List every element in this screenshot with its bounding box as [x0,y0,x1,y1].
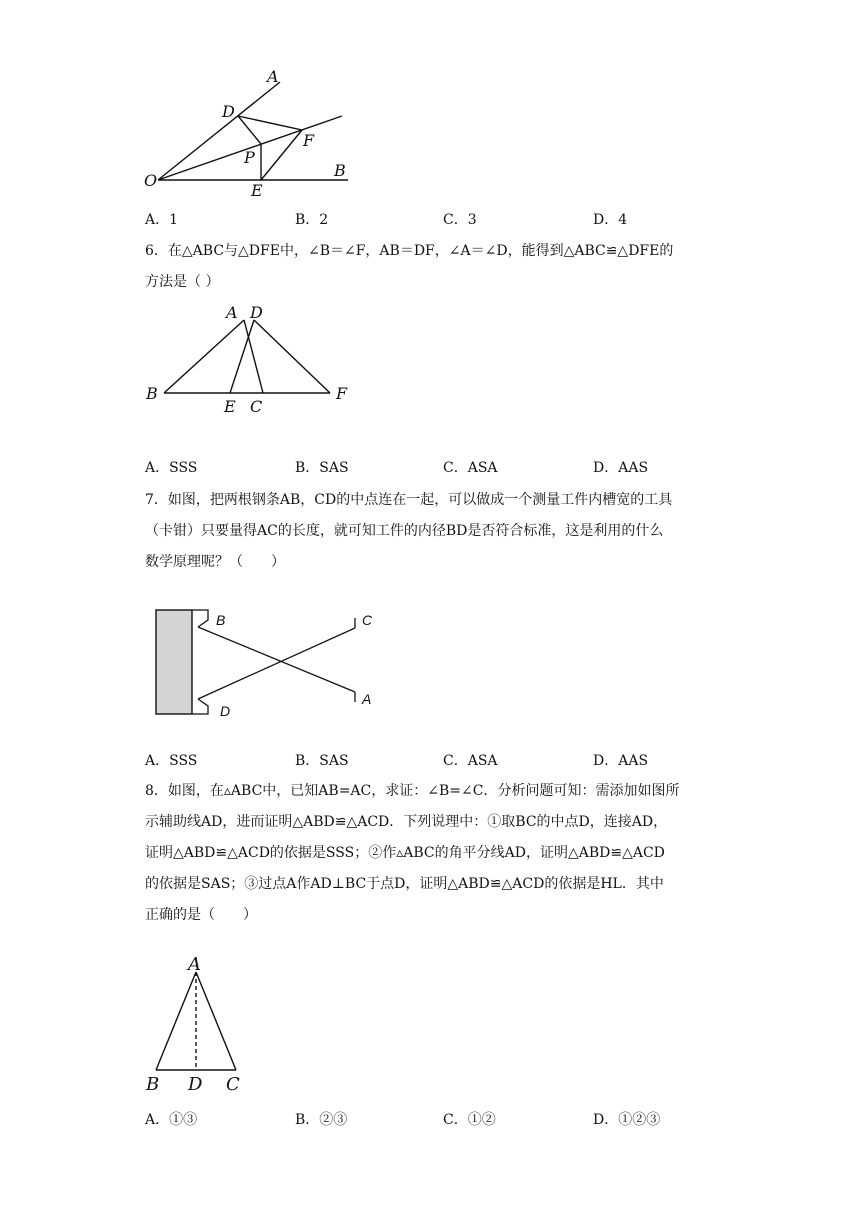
q7-line-1: 7．如图，把两根钢条AB，CD的中点连在一起，可以做成一个测量工件内槽宽的工具 [145,492,673,508]
label-d: D [222,102,235,121]
q7-line-3: 数学原理呢？（ ） [145,554,285,570]
segment-df [254,320,330,393]
segment-ac [196,972,236,1070]
q5-option-b[interactable]: B．2 [295,212,329,228]
label-f: F [336,384,348,403]
label-b: B [216,612,226,628]
q8-line-4: 的依据是SAS；③过点A作AD⊥BC于点D，证明△ABD≌△ACD的依据是HL．其中 [145,876,664,892]
label-b: B [146,384,158,403]
label-c: C [250,397,263,416]
q7-options [145,750,765,770]
q6-line-1: 6．在△ABC与△DFE中，∠B＝∠F，AB＝DF，∠A＝∠D，能得到△ABC≌△DFE的 [145,243,674,259]
label-d: D [220,703,231,719]
q8-line-5: 正确的是（ ） [145,907,257,923]
bar-ba [198,627,355,692]
q6-option-b[interactable]: B．SAS [295,460,349,476]
q6-option-c[interactable]: C．ASA [443,460,498,476]
q7-option-d[interactable]: D．AAS [593,753,649,769]
q7-option-b[interactable]: B．SAS [295,753,349,769]
q7-option-a[interactable]: A．SSS [145,753,198,769]
label-a: A [362,691,372,707]
q8-option-c[interactable]: C．①② [443,1112,496,1128]
q7-stem [145,485,725,578]
label-d: D [188,1074,203,1095]
q5-option-a[interactable]: A．1 [145,212,179,228]
q6-options [145,457,765,477]
label-a: A [188,954,201,975]
label-d: D [250,303,263,322]
label-p: P [244,148,255,167]
q8-option-a[interactable]: A．①③ [145,1112,198,1128]
q8-line-1: 8．如图，在▵ABC中，已知AB=AC，求证：∠B=∠C．分析问题可知：需添加如图所 [145,783,680,799]
label-b: B [146,1074,160,1095]
q5-options [145,209,765,229]
q8-line-2: 示辅助线AD，进而证明△ABD≌△ACD．下列说理中：①取BC的中点D，连接AD， [145,814,668,830]
segment-ac [244,320,263,393]
label-a: A [226,303,238,322]
q8-figure [140,950,260,1095]
label-e: E [251,181,263,200]
segment-ab [156,972,196,1070]
q5-option-d[interactable]: D．4 [593,212,628,228]
q6-stem [145,236,725,298]
q7-figure [150,605,390,725]
label-c: C [226,1074,240,1095]
workpiece-block [156,610,192,714]
label-c: C [362,612,373,628]
ray-oa [158,82,280,180]
caliper-tip-d [192,699,208,714]
q7-line-2: （卡钳）只要量得AC的长度，就可知工件的内径BD是否符合标准，这是利用的什么 [145,523,664,539]
q6-line-2: 方法是（ ） [145,274,220,290]
q8-option-b[interactable]: B．②③ [295,1112,348,1128]
q7-option-c[interactable]: C．ASA [443,753,498,769]
q6-figure [140,300,360,420]
q6-option-a[interactable]: A．SSS [145,460,198,476]
label-e: E [224,397,236,416]
label-b: B [334,161,346,180]
label-o: O [144,171,158,190]
segment-ba [164,320,244,393]
q8-option-d[interactable]: D．①②③ [593,1112,661,1128]
q5-option-c[interactable]: C．3 [443,212,477,228]
segment-ed [230,320,254,393]
label-f: F [303,131,315,150]
caliper-tip-b [192,610,208,627]
q6-option-d[interactable]: D．AAS [593,460,649,476]
q8-stem [145,776,725,931]
label-a: A [267,67,279,86]
q8-options [145,1109,765,1129]
q8-line-3: 证明△ABD≌△ACD的依据是SSS；②作▵ABC的角平分线AD，证明△ABD≌△ACD [145,845,665,861]
q5-figure [140,64,360,200]
bar-dc [198,628,355,699]
